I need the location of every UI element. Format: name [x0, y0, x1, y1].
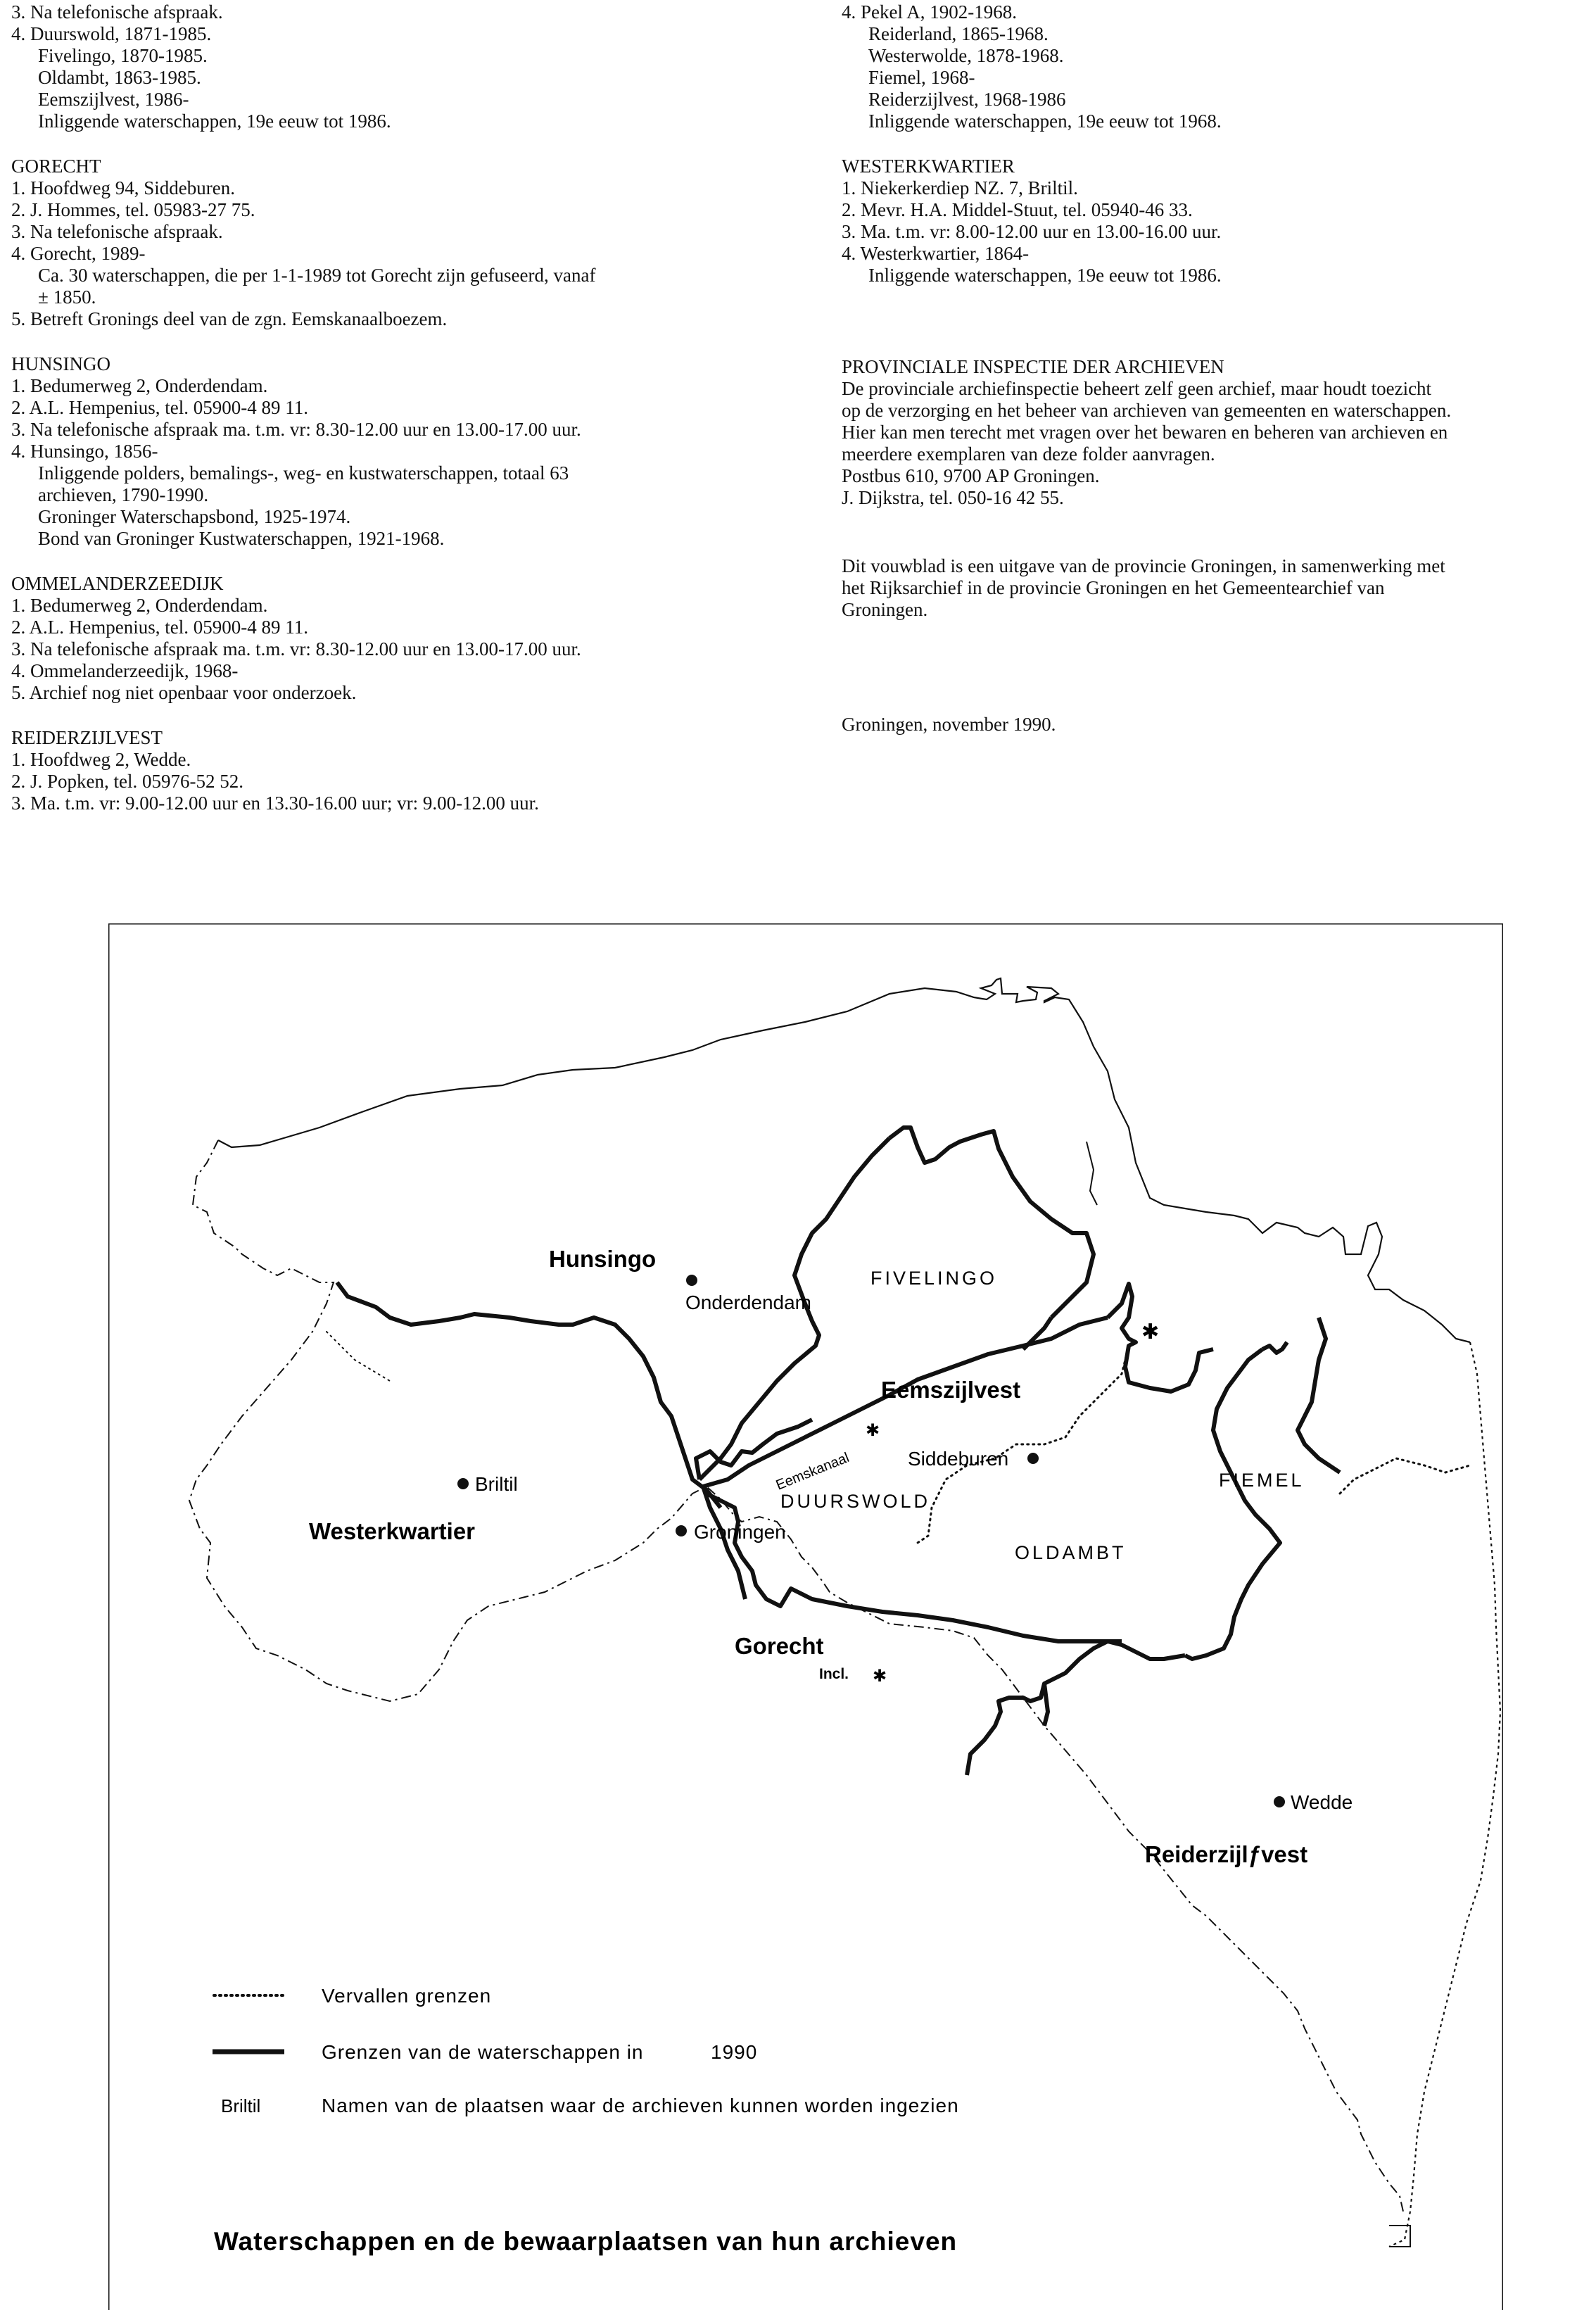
- text-line: 5. Archief nog niet openbaar voor onderzoek.: [11, 682, 357, 703]
- left-text-column: [11, 1, 757, 814]
- text-line: Ca. 30 waterschappen, die per 1-1-1989 tot Gorecht zijn gefuseerd, vanaf: [38, 265, 596, 286]
- text-line: De provinciale archiefinspectie beheert zelf geen archief, maar houdt toezicht: [842, 378, 1432, 399]
- spacer: [842, 509, 1588, 532]
- label-eemszijlvest: Eemszijlvest: [881, 1377, 1021, 1403]
- text-line: archieven, 1790-1990.: [38, 484, 209, 505]
- text-line: 1. Niekerkerdiep NZ. 7, Briltil.: [842, 177, 1078, 198]
- text-line: 2. J. Popken, tel. 05976-52 52.: [11, 771, 243, 792]
- text-line: Bond van Groninger Kustwaterschappen, 1921-1968.: [38, 528, 445, 549]
- label-duurswold: DUURSWOLD: [780, 1491, 931, 1512]
- dotted-boundary: [918, 1346, 1129, 1543]
- section-heading: HUNSINGO: [11, 353, 110, 374]
- text-line: op de verzorging en het beheer van archieven van gemeenten en waterschappen.: [842, 400, 1452, 421]
- spacer: [842, 690, 1588, 714]
- spacer: [842, 333, 1588, 356]
- wedde-dot: [1274, 1796, 1285, 1807]
- text-line: 5. Betreft Gronings deel van de zgn. Eemskanaalboezem.: [11, 308, 448, 329]
- section-heading: REIDERZIJLVEST: [11, 727, 163, 748]
- spacer: [842, 532, 1588, 555]
- text-line: 2. J. Hommes, tel. 05983-27 75.: [11, 199, 255, 220]
- text-line: J. Dijkstra, tel. 050-16 42 55.: [842, 487, 1064, 508]
- text-line: Oldambt, 1863-1985.: [38, 67, 201, 88]
- label-wedde: Wedde: [1291, 1791, 1353, 1813]
- text-line: 4. Pekel A, 1902-1968.: [842, 1, 1017, 23]
- label-briltil: Briltil: [475, 1473, 518, 1495]
- text-line: 2. A.L. Hempenius, tel. 05900-4 89 11.: [11, 617, 308, 638]
- text-line: 1. Hoofdweg 2, Wedde.: [11, 749, 191, 770]
- text-line: 2. Mevr. H.A. Middel-Stuut, tel. 05940-46 33.: [842, 199, 1193, 220]
- map-mark: [1108, 1284, 1213, 1391]
- briltil-dot: [457, 1478, 469, 1489]
- text-line: 4. Gorecht, 1989-: [11, 243, 146, 264]
- map-mark: [1298, 1318, 1340, 1472]
- text-line: 4. Duurswold, 1871-1985.: [11, 23, 212, 44]
- text-line: 1. Bedumerweg 2, Onderdendam.: [11, 595, 268, 616]
- text-line: ± 1850.: [38, 286, 96, 308]
- text-line: Fiemel, 1968-: [868, 67, 975, 88]
- map-mark: [1185, 1349, 1280, 1659]
- text-line: 1. Hoofdweg 94, Siddeburen.: [11, 177, 235, 198]
- text-line: Hier kan men terecht met vragen over het bewaren en beheren van archieven en: [842, 422, 1448, 443]
- label-groningen: Groningen: [694, 1521, 786, 1543]
- map-mark: [1023, 1318, 1051, 1349]
- text-line: 3. Na telefonische afspraak ma. t.m. vr: 8.30-12.00 uur en 13.00-17.00 uur.: [11, 419, 581, 440]
- legend-thick-year: 1990: [711, 2041, 758, 2063]
- section-heading: GORECHT: [11, 156, 101, 177]
- map-mark: [889, 1128, 1094, 1318]
- label-westerkwartier: Westerkwartier: [309, 1518, 476, 1544]
- text-line: 3. Na telefonische afspraak.: [11, 221, 223, 242]
- text-line: 4. Ommelanderzeedijk, 1968-: [11, 660, 239, 681]
- map-mark: [967, 1641, 1185, 1775]
- map-mark: [1262, 1342, 1287, 1353]
- text-line: 3. Na telefonische afspraak.: [11, 1, 223, 23]
- label-oldambt: OLDAMBT: [1015, 1542, 1127, 1563]
- spacer: [11, 704, 757, 727]
- thick-boundary-hunsingo-west: [337, 1282, 721, 1508]
- waterboards-map: [108, 923, 1503, 2310]
- spacer: [842, 644, 1588, 667]
- text-line: Groninger Waterschapsbond, 1925-1974.: [38, 506, 351, 527]
- spacer: [842, 310, 1588, 333]
- provincial-border-east: [1389, 1342, 1500, 2247]
- text-line: meerdere exemplaren van deze folder aanvragen.: [842, 443, 1215, 465]
- text-line: Eemszijlvest, 1986-: [38, 89, 189, 110]
- label-incl: Incl.: [819, 1666, 849, 1682]
- text-line: Dit vouwblad is een uitgave van de provincie Groningen, in samenwerking met: [842, 555, 1445, 576]
- legend-names-label: Namen van de plaatsen waar de archieven kunnen worden ingezien: [322, 2095, 959, 2116]
- coastline: [218, 978, 1470, 1342]
- label-reiderzijlvest: Reiderzijlƒvest: [1145, 1841, 1308, 1867]
- groningen-dot: [676, 1525, 687, 1536]
- map-mark: [1044, 1684, 1048, 1726]
- spacer: [842, 286, 1588, 310]
- text-line: Inliggende waterschappen, 19e eeuw tot 1968.: [868, 111, 1222, 132]
- legend-sample-name: Briltil: [221, 2095, 261, 2116]
- eemszijlvest-star: ✱: [1141, 1320, 1160, 1344]
- text-line: 3. Ma. t.m. vr: 9.00-12.00 uur en 13.30-16.00 uur; vr: 9.00-12.00 uur.: [11, 793, 539, 814]
- label-fiemel: FIEMEL: [1219, 1470, 1305, 1491]
- label-canal: Eemskanaal: [773, 1450, 851, 1494]
- text-line: Inliggende waterschappen, 19e eeuw tot 1986.: [868, 265, 1222, 286]
- label-siddeburen: Siddeburen: [908, 1448, 1009, 1470]
- label-hunsingo: Hunsingo: [549, 1246, 657, 1272]
- right-text-column: [842, 1, 1588, 736]
- spacer: [11, 550, 757, 573]
- text-line: 3. Na telefonische afspraak ma. t.m. vr: 8.30-12.00 uur en 13.00-17.00 uur.: [11, 638, 581, 659]
- onderdendam-dot: [686, 1275, 697, 1286]
- spacer: [842, 621, 1588, 644]
- spacer: [11, 330, 757, 353]
- map-mark: [1389, 2226, 1410, 2247]
- gorecht-star: ✱: [873, 1666, 887, 1686]
- label-fivelingo: FIVELINGO: [870, 1268, 998, 1289]
- section-heading: OMMELANDERZEEDIJK: [11, 573, 224, 594]
- map-mark: [1340, 1458, 1470, 1494]
- label-gorecht: Gorecht: [735, 1633, 824, 1659]
- text-line: 3. Ma. t.m. vr: 8.00-12.00 uur en 13.00-16.00 uur.: [842, 221, 1222, 242]
- text-line: 2. A.L. Hempenius, tel. 05900-4 89 11.: [11, 397, 308, 418]
- text-line: Westerwolde, 1878-1968.: [868, 45, 1064, 66]
- text-line: Inliggende polders, bemalings-, weg- en kustwaterschappen, totaal 63: [38, 462, 569, 484]
- legend-dotted-label: Vervallen grenzen: [322, 1985, 492, 2007]
- section-heading: PROVINCIALE INSPECTIE DER ARCHIEVEN: [842, 356, 1224, 377]
- text-line: Postbus 610, 9700 AP Groningen.: [842, 465, 1100, 486]
- map-mark: [1087, 1142, 1097, 1205]
- text-line: Reiderzijlvest, 1968-1986: [868, 89, 1066, 110]
- thick-boundary-gorecht: [707, 1494, 1122, 1641]
- siddeburen-dot: [1027, 1453, 1039, 1464]
- text-line: Groningen, november 1990.: [842, 714, 1056, 735]
- text-line: 1. Bedumerweg 2, Onderdendam.: [11, 375, 268, 396]
- text-line: 4. Westerkwartier, 1864-: [842, 243, 1030, 264]
- text-line: het Rijksarchief in de provincie Groningen en het Gemeentearchief van: [842, 577, 1385, 598]
- text-line: 4. Hunsingo, 1856-: [11, 441, 158, 462]
- text-line: Groningen.: [842, 599, 928, 620]
- legend-thick-label: Grenzen van de waterschappen in: [322, 2041, 644, 2063]
- text-line: Fivelingo, 1870-1985.: [38, 45, 208, 66]
- section-heading: WESTERKWARTIER: [842, 156, 1015, 177]
- text-line: Reiderland, 1865-1968.: [868, 23, 1049, 44]
- map-mark: [327, 1332, 390, 1381]
- map-title: Waterschappen en de bewaarplaatsen van hun archieven: [214, 2227, 958, 2256]
- canal-star: ✱: [866, 1420, 880, 1440]
- spacer: [842, 132, 1588, 156]
- label-onderdendam: Onderdendam: [685, 1292, 812, 1313]
- spacer: [11, 132, 757, 156]
- text-line: Inliggende waterschappen, 19e eeuw tot 1986.: [38, 111, 391, 132]
- spacer: [842, 667, 1588, 690]
